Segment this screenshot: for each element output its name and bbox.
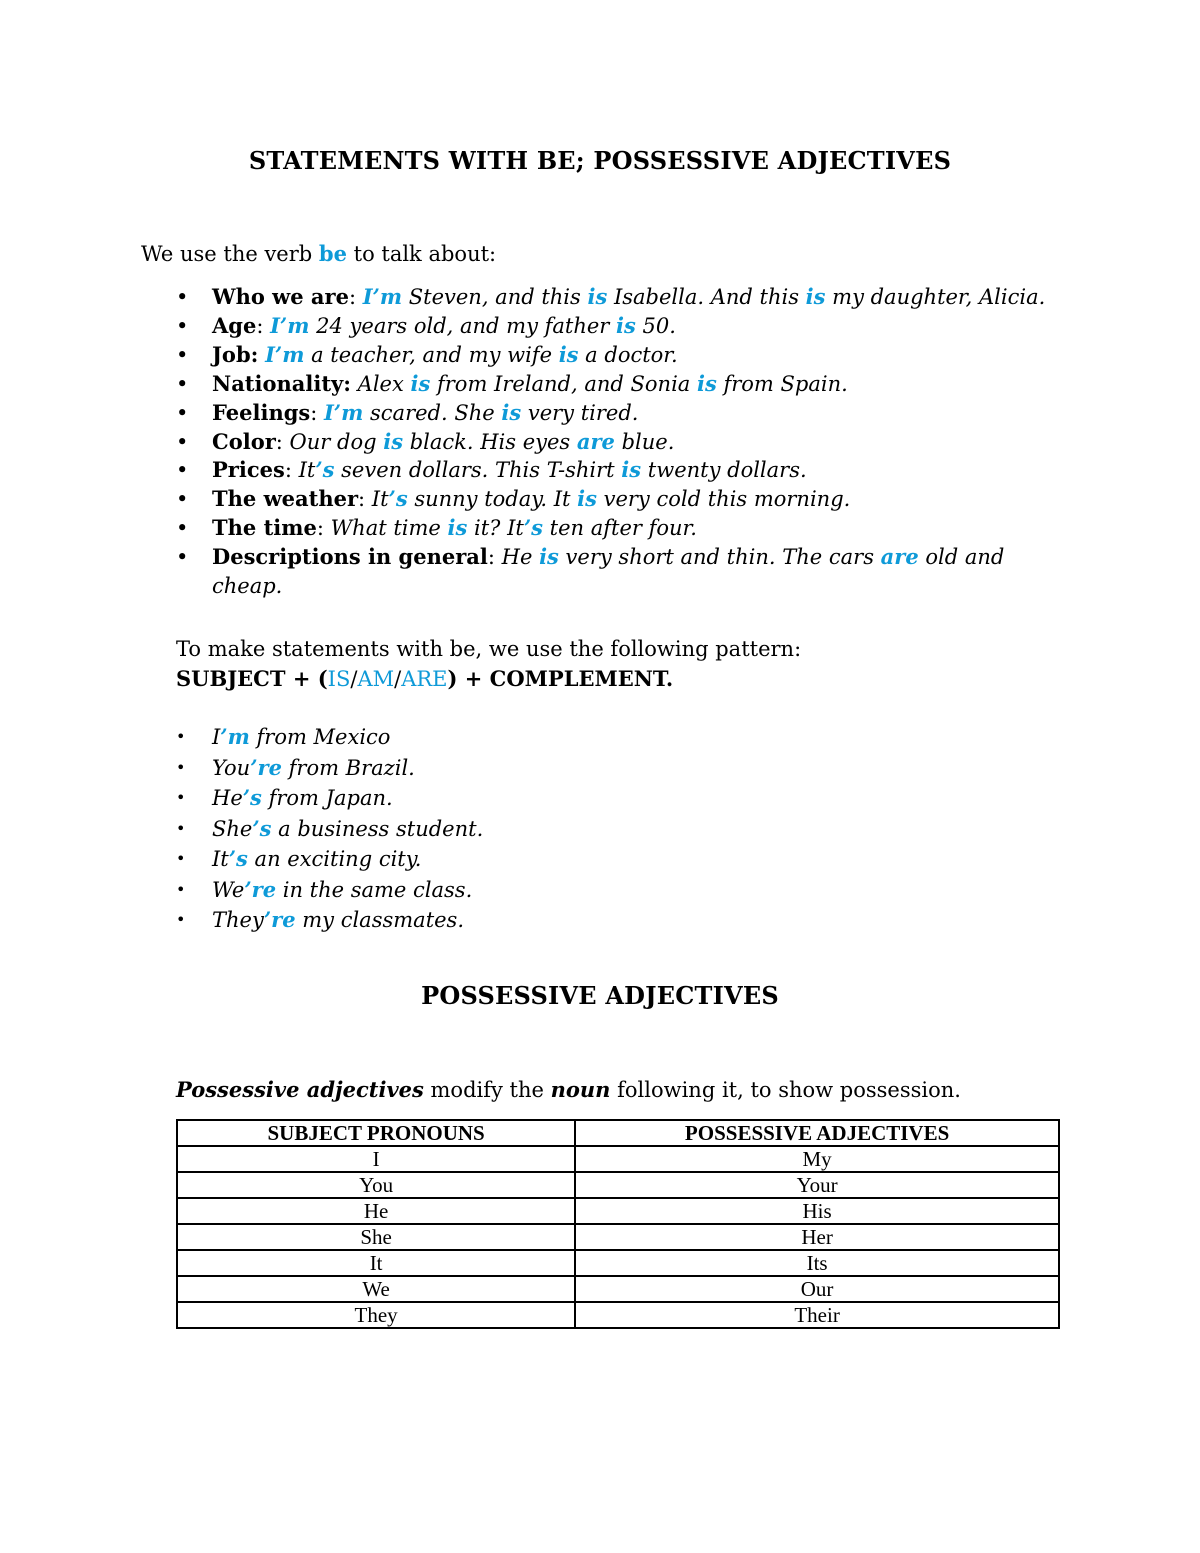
use-example: It’s sunny today. It is very cold this morning. xyxy=(371,486,851,512)
use-label: Prices xyxy=(212,457,285,483)
use-label: Job: xyxy=(212,341,259,367)
list-item: • I’m from Mexico xyxy=(176,722,483,753)
possessive-adjective-cell: Her xyxy=(575,1224,1059,1250)
subject-pronoun-cell: I xyxy=(177,1146,575,1172)
table-header: SUBJECT PRONOUNS xyxy=(177,1120,575,1146)
use-label: The weather xyxy=(212,486,359,512)
possessive-intro: Possessive adjectives modify the noun following it, to show possession. xyxy=(176,1077,961,1102)
subject-pronoun-cell: She xyxy=(177,1224,575,1250)
table-row xyxy=(177,1172,1059,1198)
section-title: POSSESSIVE ADJECTIVES xyxy=(421,981,779,1010)
list-item: • Who we are: I’m Steven, and this is Isabella. And this is my daughter, Alicia. xyxy=(176,283,1056,312)
list-item: • He’s from Japan. xyxy=(176,783,483,814)
list-item: • She’s a business student. xyxy=(176,814,483,845)
subject-pronoun-cell: He xyxy=(177,1198,575,1224)
use-example: Our dog is black. His eyes are blue. xyxy=(289,428,675,454)
table-header-row xyxy=(177,1120,1059,1146)
use-example: I’m Steven, and this is Isabella. And this is my daughter, Alicia. xyxy=(362,284,1046,309)
pattern-am: AM xyxy=(357,667,395,691)
list-item: • The weather: It’s sunny today. It is very cold this morning. xyxy=(176,485,1056,514)
list-item: • Age: I’m 24 years old, and my father is 50. xyxy=(176,312,1056,341)
pattern-formula: SUBJECT + (IS/AM/ARE) + COMPLEMENT. xyxy=(176,666,674,691)
use-example: I’m 24 years old, and my father is 50. xyxy=(270,312,676,338)
subject-pronoun-cell: It xyxy=(177,1250,575,1276)
list-item: • Descriptions in general: He is very short and thin. The cars are old and cheap. xyxy=(176,543,1056,601)
use-label: Feelings xyxy=(212,399,311,425)
intro-line xyxy=(141,239,496,269)
use-label: Color xyxy=(212,428,276,454)
list-item: • They’re my classmates. xyxy=(176,905,483,936)
table-row xyxy=(177,1276,1059,1302)
possessive-table xyxy=(176,1119,1060,1329)
pattern-is: IS xyxy=(327,667,351,691)
table-row xyxy=(177,1198,1059,1224)
uses-list xyxy=(176,283,1056,601)
intro-text: We use the verb xyxy=(141,242,319,266)
list-item: • The time: What time is it? It’s ten after four. xyxy=(176,514,1056,543)
intro-text-end: to talk about: xyxy=(346,242,497,266)
table-header: POSSESSIVE ADJECTIVES xyxy=(575,1120,1059,1146)
possessive-adjective-cell: Our xyxy=(575,1276,1059,1302)
list-item: • Color: Our dog is black. His eyes are blue. xyxy=(176,428,1056,457)
subject-pronoun-cell: We xyxy=(177,1276,575,1302)
table-row xyxy=(177,1224,1059,1250)
use-label: Descriptions in general xyxy=(212,544,488,570)
use-label: The time xyxy=(212,515,317,541)
list-item: • Feelings: I’m scared. She is very tired. xyxy=(176,399,1056,428)
possessive-adjective-cell: His xyxy=(575,1198,1059,1224)
table-row xyxy=(177,1250,1059,1276)
page-title: STATEMENTS WITH BE; POSSESSIVE ADJECTIVES xyxy=(248,146,952,175)
table-body xyxy=(177,1146,1059,1328)
possessive-adjective-cell: Your xyxy=(575,1172,1059,1198)
subject-pronoun-cell: They xyxy=(177,1302,575,1328)
possessive-term: Possessive adjectives xyxy=(176,1077,424,1102)
subject-pronoun-cell: You xyxy=(177,1172,575,1198)
use-label: Who we are xyxy=(212,284,349,309)
examples-list xyxy=(176,722,483,936)
use-example: I’m a teacher, and my wife is a doctor. xyxy=(265,341,678,367)
use-example: Alex is from Ireland, and Sonia is from Spain. xyxy=(357,370,848,396)
use-example: What time is it? It’s ten after four. xyxy=(330,515,697,541)
list-item xyxy=(176,341,1056,370)
possessive-adjective-cell: Its xyxy=(575,1250,1059,1276)
use-example: He is very short and thin. The cars are old and cheap. xyxy=(212,544,1005,599)
pattern-intro: To make statements with be, we use the following pattern: xyxy=(176,637,802,661)
list-item: • It’s an exciting city. xyxy=(176,844,483,875)
list-item: • Prices: It’s seven dollars. This T-shirt is twenty dollars. xyxy=(176,456,1056,485)
use-label: Age xyxy=(212,312,257,338)
list-item: • We’re in the same class. xyxy=(176,875,483,906)
use-label: Nationality: xyxy=(212,370,351,396)
table-row xyxy=(177,1146,1059,1172)
possessive-adjective-cell: Their xyxy=(575,1302,1059,1328)
list-item xyxy=(176,370,1056,399)
table-row xyxy=(177,1302,1059,1328)
noun-term: noun xyxy=(550,1077,611,1102)
list-item: • You’re from Brazil. xyxy=(176,753,483,784)
use-example: I’m scared. She is very tired. xyxy=(323,399,639,425)
pattern-are: ARE xyxy=(401,667,448,691)
possessive-adjective-cell: My xyxy=(575,1146,1059,1172)
intro-verb: be xyxy=(318,241,347,266)
use-example: It’s seven dollars. This T-shirt is twenty dollars. xyxy=(298,457,807,483)
